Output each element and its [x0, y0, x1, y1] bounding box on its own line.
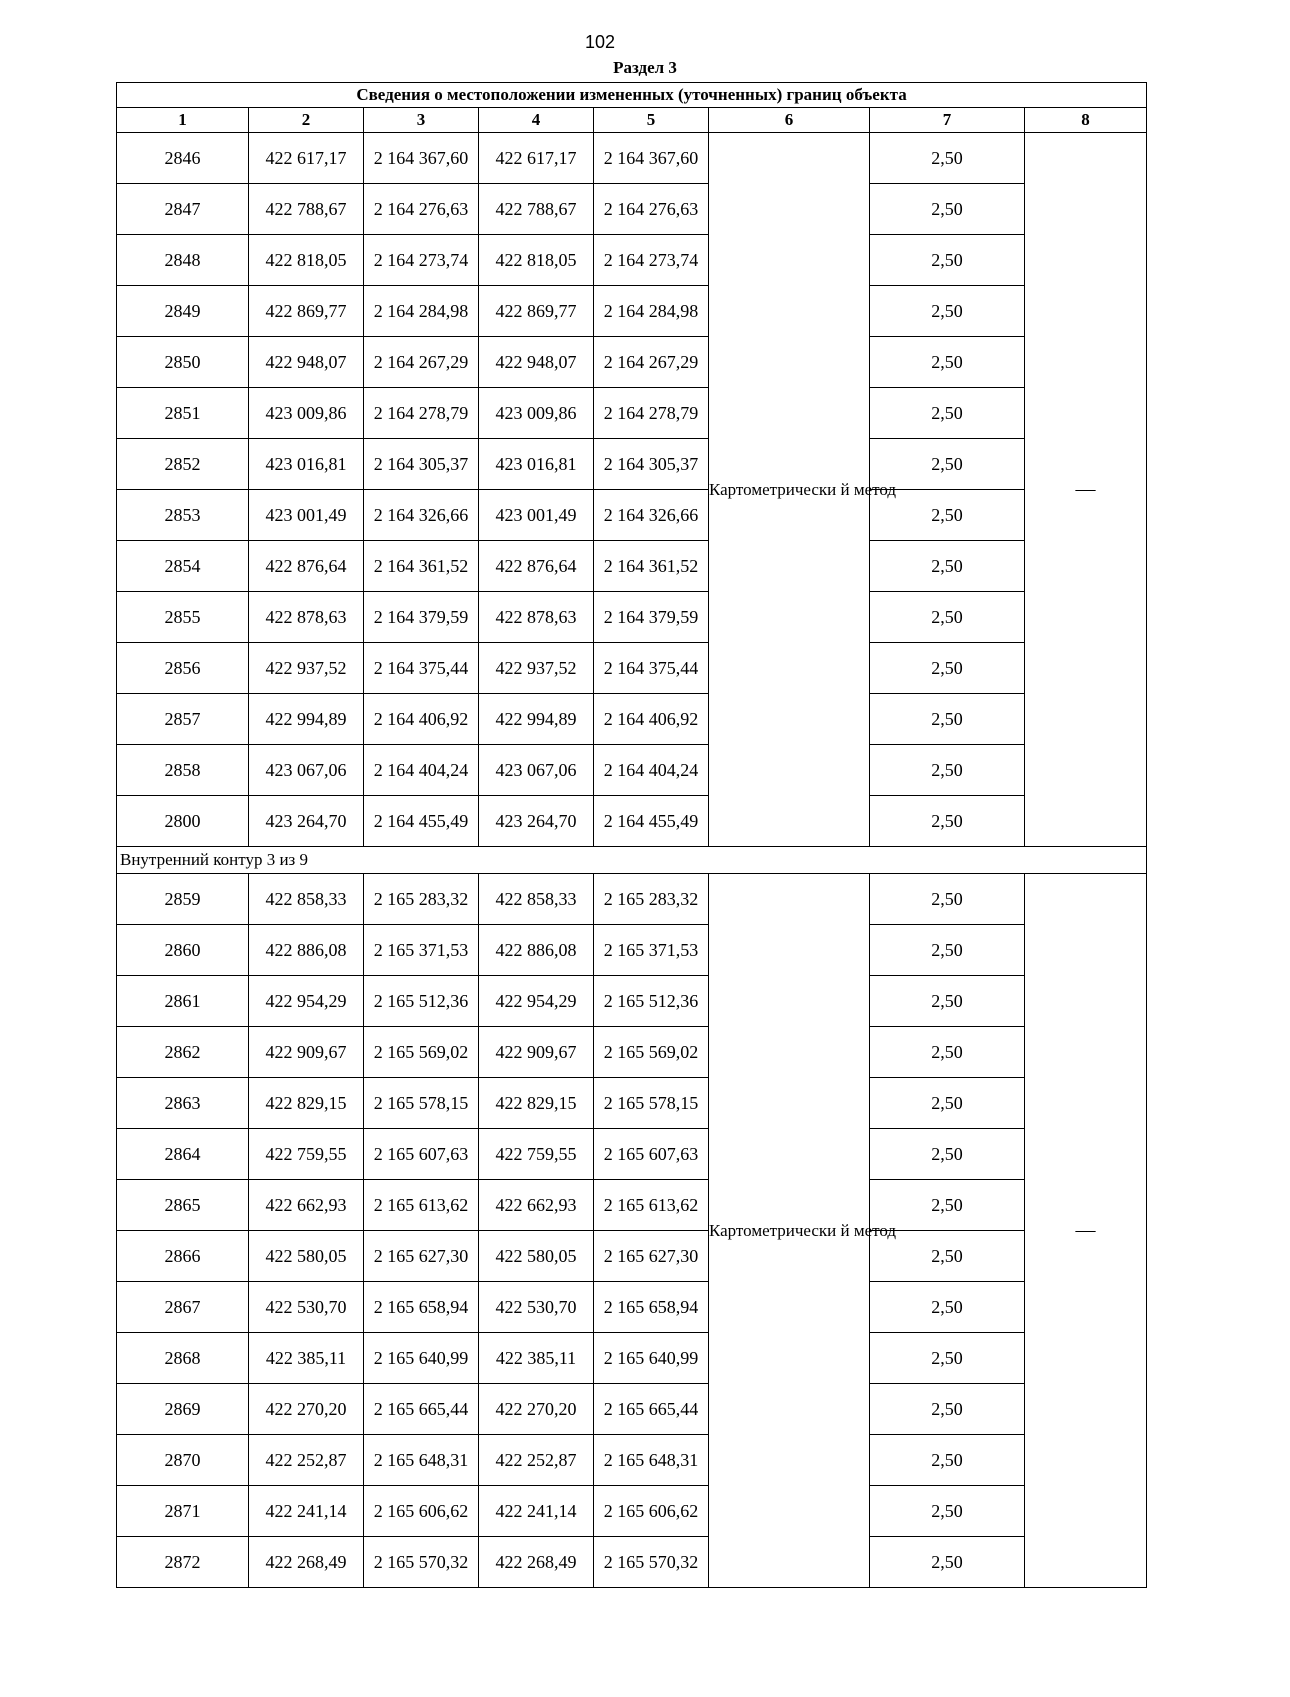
precision-cell: 2,50 — [870, 745, 1025, 796]
x-coordinate-cell: 422 580,05 — [479, 1231, 594, 1282]
x-coordinate-cell: 422 818,05 — [479, 235, 594, 286]
column-header: 8 — [1025, 108, 1147, 133]
page-number: 102 — [584, 32, 616, 52]
point-number-cell: 2857 — [117, 694, 249, 745]
table-row — [117, 1333, 1147, 1384]
x-coordinate-cell: 422 954,29 — [249, 976, 364, 1027]
point-number-cell: 2860 — [117, 925, 249, 976]
precision-cell: 2,50 — [870, 439, 1025, 490]
method-cell: Картометрически й метод — [709, 874, 870, 1588]
y-coordinate-cell: 2 165 627,30 — [364, 1231, 479, 1282]
x-coordinate-cell: 422 869,77 — [479, 286, 594, 337]
x-coordinate-cell: 422 530,70 — [249, 1282, 364, 1333]
precision-cell: 2,50 — [870, 1435, 1025, 1486]
y-coordinate-cell: 2 165 569,02 — [364, 1027, 479, 1078]
point-number-cell: 2862 — [117, 1027, 249, 1078]
precision-cell: 2,50 — [870, 490, 1025, 541]
table-row — [117, 1486, 1147, 1537]
column-header: 4 — [479, 108, 594, 133]
table-row — [117, 1537, 1147, 1588]
precision-cell: 2,50 — [870, 1537, 1025, 1588]
y-coordinate-cell: 2 164 326,66 — [364, 490, 479, 541]
x-coordinate-cell: 422 241,14 — [479, 1486, 594, 1537]
point-number-cell: 2870 — [117, 1435, 249, 1486]
y-coordinate-cell: 2 165 627,30 — [594, 1231, 709, 1282]
y-coordinate-cell: 2 165 665,44 — [364, 1384, 479, 1435]
x-coordinate-cell: 422 876,64 — [479, 541, 594, 592]
x-coordinate-cell: 422 662,93 — [479, 1180, 594, 1231]
precision-cell: 2,50 — [870, 1027, 1025, 1078]
table-row — [117, 874, 1147, 925]
y-coordinate-cell: 2 165 371,53 — [364, 925, 479, 976]
y-coordinate-cell: 2 164 305,37 — [594, 439, 709, 490]
point-number-cell: 2855 — [117, 592, 249, 643]
table-row — [117, 1078, 1147, 1129]
y-coordinate-cell: 2 164 326,66 — [594, 490, 709, 541]
y-coordinate-cell: 2 165 658,94 — [594, 1282, 709, 1333]
y-coordinate-cell: 2 164 375,44 — [364, 643, 479, 694]
y-coordinate-cell: 2 164 278,79 — [594, 388, 709, 439]
x-coordinate-cell: 422 759,55 — [479, 1129, 594, 1180]
y-coordinate-cell: 2 164 273,74 — [594, 235, 709, 286]
x-coordinate-cell: 422 909,67 — [249, 1027, 364, 1078]
x-coordinate-cell: 422 869,77 — [249, 286, 364, 337]
precision-cell: 2,50 — [870, 1333, 1025, 1384]
table-row — [117, 1435, 1147, 1486]
precision-cell: 2,50 — [870, 976, 1025, 1027]
x-coordinate-cell: 422 252,87 — [479, 1435, 594, 1486]
point-number-cell: 2867 — [117, 1282, 249, 1333]
section-title: Раздел 3 — [613, 58, 677, 77]
y-coordinate-cell: 2 165 570,32 — [594, 1537, 709, 1588]
y-coordinate-cell: 2 164 276,63 — [364, 184, 479, 235]
precision-cell: 2,50 — [870, 694, 1025, 745]
x-coordinate-cell: 422 270,20 — [249, 1384, 364, 1435]
y-coordinate-cell: 2 165 607,63 — [364, 1129, 479, 1180]
y-coordinate-cell: 2 164 367,60 — [594, 133, 709, 184]
y-coordinate-cell: 2 164 404,24 — [594, 745, 709, 796]
table-row — [117, 1384, 1147, 1435]
x-coordinate-cell: 422 858,33 — [249, 874, 364, 925]
precision-cell: 2,50 — [870, 796, 1025, 847]
table-row — [117, 235, 1147, 286]
x-coordinate-cell: 422 886,08 — [479, 925, 594, 976]
x-coordinate-cell: 422 241,14 — [249, 1486, 364, 1537]
precision-cell: 2,50 — [870, 874, 1025, 925]
column-header: 7 — [870, 108, 1025, 133]
table-row — [117, 388, 1147, 439]
table-row — [117, 1129, 1147, 1180]
y-coordinate-cell: 2 164 406,92 — [594, 694, 709, 745]
x-coordinate-cell: 422 788,67 — [479, 184, 594, 235]
point-number-cell: 2871 — [117, 1486, 249, 1537]
x-coordinate-cell: 422 878,63 — [249, 592, 364, 643]
point-number-cell: 2858 — [117, 745, 249, 796]
x-coordinate-cell: 422 858,33 — [479, 874, 594, 925]
x-coordinate-cell: 422 385,11 — [479, 1333, 594, 1384]
y-coordinate-cell: 2 164 284,98 — [364, 286, 479, 337]
y-coordinate-cell: 2 164 267,29 — [594, 337, 709, 388]
precision-cell: 2,50 — [870, 286, 1025, 337]
column-header: 1 — [117, 108, 249, 133]
contour-label-row — [117, 847, 1147, 874]
y-coordinate-cell: 2 164 379,59 — [594, 592, 709, 643]
y-coordinate-cell: 2 164 455,49 — [364, 796, 479, 847]
x-coordinate-cell: 422 268,49 — [479, 1537, 594, 1588]
x-coordinate-cell: 422 937,52 — [249, 643, 364, 694]
table-row — [117, 1180, 1147, 1231]
y-coordinate-cell: 2 164 375,44 — [594, 643, 709, 694]
x-coordinate-cell: 422 994,89 — [479, 694, 594, 745]
x-coordinate-cell: 423 067,06 — [249, 745, 364, 796]
x-coordinate-cell: 423 009,86 — [479, 388, 594, 439]
y-coordinate-cell: 2 165 613,62 — [594, 1180, 709, 1231]
precision-cell: 2,50 — [870, 1129, 1025, 1180]
x-coordinate-cell: 422 878,63 — [479, 592, 594, 643]
y-coordinate-cell: 2 165 648,31 — [594, 1435, 709, 1486]
x-coordinate-cell: 422 937,52 — [479, 643, 594, 694]
column-header-row — [117, 108, 1147, 133]
table-row — [117, 925, 1147, 976]
x-coordinate-cell: 422 759,55 — [249, 1129, 364, 1180]
y-coordinate-cell: 2 165 648,31 — [364, 1435, 479, 1486]
table-row — [117, 592, 1147, 643]
table-row — [117, 490, 1147, 541]
x-coordinate-cell: 422 829,15 — [479, 1078, 594, 1129]
table-row — [117, 796, 1147, 847]
point-number-cell: 2849 — [117, 286, 249, 337]
point-number-cell: 2859 — [117, 874, 249, 925]
x-coordinate-cell: 423 264,70 — [479, 796, 594, 847]
table-row — [117, 694, 1147, 745]
x-coordinate-cell: 422 876,64 — [249, 541, 364, 592]
point-number-cell: 2854 — [117, 541, 249, 592]
y-coordinate-cell: 2 164 361,52 — [364, 541, 479, 592]
y-coordinate-cell: 2 164 367,60 — [364, 133, 479, 184]
y-coordinate-cell: 2 165 512,36 — [594, 976, 709, 1027]
y-coordinate-cell: 2 164 276,63 — [594, 184, 709, 235]
x-coordinate-cell: 423 067,06 — [479, 745, 594, 796]
point-number-cell: 2856 — [117, 643, 249, 694]
y-coordinate-cell: 2 164 406,92 — [364, 694, 479, 745]
y-coordinate-cell: 2 165 569,02 — [594, 1027, 709, 1078]
point-number-cell: 2872 — [117, 1537, 249, 1588]
precision-cell: 2,50 — [870, 925, 1025, 976]
x-coordinate-cell: 422 818,05 — [249, 235, 364, 286]
precision-cell: 2,50 — [870, 1078, 1025, 1129]
x-coordinate-cell: 422 886,08 — [249, 925, 364, 976]
x-coordinate-cell: 422 270,20 — [479, 1384, 594, 1435]
y-coordinate-cell: 2 165 578,15 — [594, 1078, 709, 1129]
y-coordinate-cell: 2 164 361,52 — [594, 541, 709, 592]
precision-cell: 2,50 — [870, 592, 1025, 643]
table-row — [117, 1231, 1147, 1282]
table-body — [117, 133, 1147, 1588]
y-coordinate-cell: 2 164 404,24 — [364, 745, 479, 796]
y-coordinate-cell: 2 164 305,37 — [364, 439, 479, 490]
table-row — [117, 133, 1147, 184]
precision-cell: 2,50 — [870, 1486, 1025, 1537]
y-coordinate-cell: 2 165 665,44 — [594, 1384, 709, 1435]
precision-cell: 2,50 — [870, 1231, 1025, 1282]
y-coordinate-cell: 2 164 284,98 — [594, 286, 709, 337]
x-coordinate-cell: 422 948,07 — [479, 337, 594, 388]
x-coordinate-cell: 423 264,70 — [249, 796, 364, 847]
y-coordinate-cell: 2 164 455,49 — [594, 796, 709, 847]
x-coordinate-cell: 423 001,49 — [479, 490, 594, 541]
y-coordinate-cell: 2 165 371,53 — [594, 925, 709, 976]
point-number-cell: 2850 — [117, 337, 249, 388]
y-coordinate-cell: 2 164 273,74 — [364, 235, 479, 286]
column-8-cell: — — [1025, 133, 1147, 847]
x-coordinate-cell: 422 788,67 — [249, 184, 364, 235]
table-row — [117, 439, 1147, 490]
table-row — [117, 184, 1147, 235]
y-coordinate-cell: 2 165 578,15 — [364, 1078, 479, 1129]
precision-cell: 2,50 — [870, 235, 1025, 286]
precision-cell: 2,50 — [870, 337, 1025, 388]
y-coordinate-cell: 2 165 607,63 — [594, 1129, 709, 1180]
point-number-cell: 2869 — [117, 1384, 249, 1435]
point-number-cell: 2865 — [117, 1180, 249, 1231]
y-coordinate-cell: 2 165 606,62 — [594, 1486, 709, 1537]
precision-cell: 2,50 — [870, 1282, 1025, 1333]
y-coordinate-cell: 2 165 606,62 — [364, 1486, 479, 1537]
x-coordinate-cell: 423 001,49 — [249, 490, 364, 541]
y-coordinate-cell: 2 164 379,59 — [364, 592, 479, 643]
point-number-cell: 2853 — [117, 490, 249, 541]
y-coordinate-cell: 2 164 278,79 — [364, 388, 479, 439]
x-coordinate-cell: 422 948,07 — [249, 337, 364, 388]
precision-cell: 2,50 — [870, 388, 1025, 439]
point-number-cell: 2851 — [117, 388, 249, 439]
precision-cell: 2,50 — [870, 643, 1025, 694]
x-coordinate-cell: 422 580,05 — [249, 1231, 364, 1282]
x-coordinate-cell: 422 954,29 — [479, 976, 594, 1027]
table-row — [117, 337, 1147, 388]
precision-cell: 2,50 — [870, 541, 1025, 592]
x-coordinate-cell: 422 385,11 — [249, 1333, 364, 1384]
x-coordinate-cell: 422 662,93 — [249, 1180, 364, 1231]
column-header: 2 — [249, 108, 364, 133]
precision-cell: 2,50 — [870, 1384, 1025, 1435]
x-coordinate-cell: 422 909,67 — [479, 1027, 594, 1078]
y-coordinate-cell: 2 165 613,62 — [364, 1180, 479, 1231]
point-number-cell: 2863 — [117, 1078, 249, 1129]
point-number-cell: 2866 — [117, 1231, 249, 1282]
point-number-cell: 2847 — [117, 184, 249, 235]
point-number-cell: 2846 — [117, 133, 249, 184]
coordinates-table — [116, 82, 1147, 1588]
column-header: 5 — [594, 108, 709, 133]
x-coordinate-cell: 422 268,49 — [249, 1537, 364, 1588]
table-caption: Сведения о местоположении измененных (уточненных) границ объекта — [117, 83, 1147, 108]
column-header: 6 — [709, 108, 870, 133]
column-header: 3 — [364, 108, 479, 133]
table-row — [117, 286, 1147, 337]
y-coordinate-cell: 2 165 570,32 — [364, 1537, 479, 1588]
point-number-cell: 2852 — [117, 439, 249, 490]
y-coordinate-cell: 2 165 283,32 — [364, 874, 479, 925]
precision-cell: 2,50 — [870, 184, 1025, 235]
point-number-cell: 2861 — [117, 976, 249, 1027]
x-coordinate-cell: 422 617,17 — [249, 133, 364, 184]
x-coordinate-cell: 423 016,81 — [249, 439, 364, 490]
table-row — [117, 1282, 1147, 1333]
x-coordinate-cell: 422 252,87 — [249, 1435, 364, 1486]
y-coordinate-cell: 2 165 640,99 — [364, 1333, 479, 1384]
method-cell: Картометрически й метод — [709, 133, 870, 847]
x-coordinate-cell: 422 994,89 — [249, 694, 364, 745]
table-row — [117, 976, 1147, 1027]
table-row — [117, 745, 1147, 796]
contour-label: Внутренний контур 3 из 9 — [117, 847, 1147, 874]
y-coordinate-cell: 2 165 658,94 — [364, 1282, 479, 1333]
x-coordinate-cell: 423 016,81 — [479, 439, 594, 490]
y-coordinate-cell: 2 165 283,32 — [594, 874, 709, 925]
point-number-cell: 2868 — [117, 1333, 249, 1384]
point-number-cell: 2864 — [117, 1129, 249, 1180]
precision-cell: 2,50 — [870, 1180, 1025, 1231]
precision-cell: 2,50 — [870, 133, 1025, 184]
x-coordinate-cell: 423 009,86 — [249, 388, 364, 439]
table-row — [117, 541, 1147, 592]
x-coordinate-cell: 422 829,15 — [249, 1078, 364, 1129]
point-number-cell: 2848 — [117, 235, 249, 286]
table-row — [117, 643, 1147, 694]
x-coordinate-cell: 422 617,17 — [479, 133, 594, 184]
y-coordinate-cell: 2 164 267,29 — [364, 337, 479, 388]
point-number-cell: 2800 — [117, 796, 249, 847]
y-coordinate-cell: 2 165 512,36 — [364, 976, 479, 1027]
column-8-cell: — — [1025, 874, 1147, 1588]
table-row — [117, 1027, 1147, 1078]
y-coordinate-cell: 2 165 640,99 — [594, 1333, 709, 1384]
x-coordinate-cell: 422 530,70 — [479, 1282, 594, 1333]
